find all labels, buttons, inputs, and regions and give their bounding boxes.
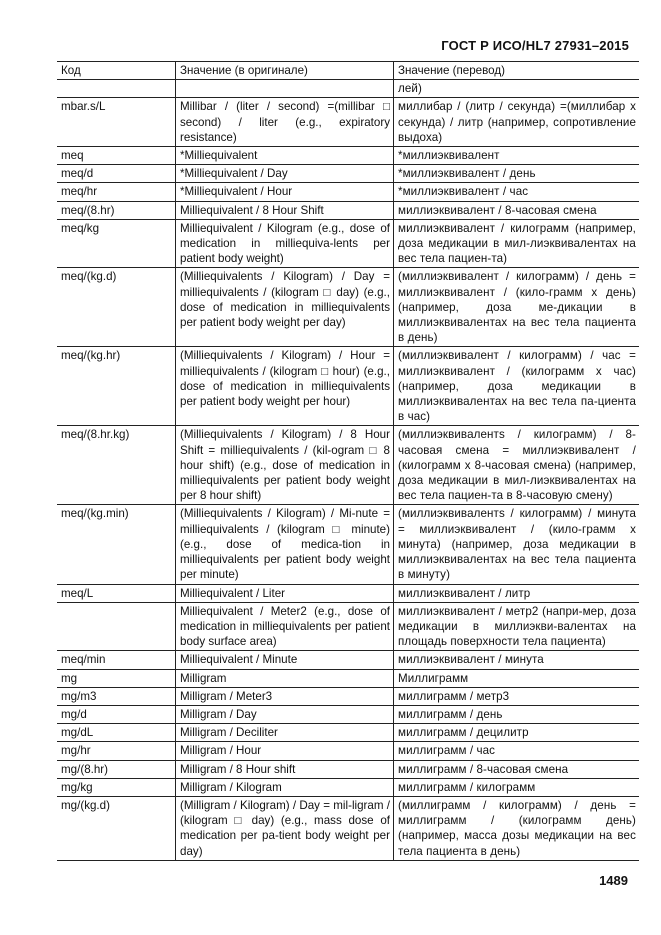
table-row [57, 183, 639, 201]
table-row [57, 669, 639, 687]
cell-translation: *миллиэквивалент / час [394, 183, 640, 201]
cell-translation: *миллиэквивалент [394, 147, 640, 165]
cell-code: meq [57, 147, 176, 165]
cell-code: mg/(8.hr) [57, 760, 176, 778]
table-row [57, 505, 639, 584]
cell-code: mg/kg [57, 778, 176, 796]
cell-original: *Milliequivalent / Day [176, 165, 394, 183]
cell-original [176, 80, 394, 98]
cell-original: *Milliequivalent / Hour [176, 183, 394, 201]
table-row [57, 201, 639, 219]
cell-translation: миллиграмм / час [394, 742, 640, 760]
cell-original: Millibar / (liter / second) =(millibar □ second) / liter (e.g., expiratory resistance) [176, 98, 394, 147]
cell-original: *Milliequivalent [176, 147, 394, 165]
cell-code: mbar.s/L [57, 98, 176, 147]
cell-original: Milliequivalent / Minute [176, 651, 394, 669]
cell-code: meq/(kg.d) [57, 268, 176, 347]
cell-translation: (миллиэквивалент / килограмм) / час = миллиэквивалент / (килограмм х час) (например, доза медикации в миллиэквивалентах на вес тела па-циента в час) [394, 347, 640, 426]
cell-translation: миллиэквивалент / литр [394, 584, 640, 602]
column-header-original: Значение (в оригинале) [176, 62, 394, 80]
cell-translation: Миллиграмм [394, 669, 640, 687]
cell-translation: миллиэквивалент / килограмм (например, доза медикации в мил-лиэквивалентах на вес тела пациен-та) [394, 219, 640, 268]
cell-code: mg/d [57, 705, 176, 723]
table-row [57, 98, 639, 147]
cell-code: mg/m3 [57, 687, 176, 705]
table-row [57, 742, 639, 760]
cell-translation: миллиэквивалент / минута [394, 651, 640, 669]
table-row [57, 724, 639, 742]
cell-code: meq/(8.hr.kg) [57, 426, 176, 505]
cell-translation: *миллиэквивалент / день [394, 165, 640, 183]
cell-original: Milligram / Kilogram [176, 778, 394, 796]
cell-original: Milligram / Hour [176, 742, 394, 760]
cell-code [57, 602, 176, 651]
cell-translation: (миллиграмм / килограмм) / день = миллиграмм / (килограмм день) (например, масса дозы медикации на вес тела пациента в день) [394, 796, 640, 860]
table-row [57, 687, 639, 705]
table-row [57, 147, 639, 165]
table-row [57, 796, 639, 860]
table-row [57, 778, 639, 796]
cell-original: Milliequivalent / Kilogram (e.g., dose of medication in milliequiva-lents per patient body weight) [176, 219, 394, 268]
table-header-row [57, 62, 639, 80]
table-row [57, 165, 639, 183]
table-row [57, 651, 639, 669]
cell-code [57, 80, 176, 98]
table-row [57, 268, 639, 347]
cell-original: Milligram / Deciliter [176, 724, 394, 742]
cell-original: Milligram / Meter3 [176, 687, 394, 705]
cell-original: Milliequivalent / Liter [176, 584, 394, 602]
cell-code: meq/(kg.min) [57, 505, 176, 584]
cell-code: mg/hr [57, 742, 176, 760]
document-id: ГОСТ Р ИСО/HL7 27931–2015 [441, 38, 629, 53]
cell-original: Milliequivalent / Meter2 (e.g., dose of medication in milliequivalents per patient body surface area) [176, 602, 394, 651]
cell-code: meq/(8.hr) [57, 201, 176, 219]
cell-original: (Milligram / Kilogram) / Day = mil-ligram / (kilogram □ day) (e.g., mass dose of medication per pa-tient body weight per day) [176, 796, 394, 860]
cell-code: meq/min [57, 651, 176, 669]
cell-translation: (миллиэквивалентs / килограмм) / минута = миллиэквивалент / (кило-грамм х минута) (например, доза медикации в миллиэквивалентах на вес тела пациента в минуту) [394, 505, 640, 584]
cell-original: (Milliequivalents / Kilogram) / Day = milliequivalents / (kilogram □ day) (e.g., dose of medication in milliequivalents per patient body weight per day) [176, 268, 394, 347]
cell-translation: миллиграмм / децилитр [394, 724, 640, 742]
column-header-code: Код [57, 62, 176, 80]
cell-code: mg/dL [57, 724, 176, 742]
table-row [57, 602, 639, 651]
table-row [57, 760, 639, 778]
continuation-row [57, 80, 639, 98]
cell-original: Milligram / Day [176, 705, 394, 723]
table-row [57, 426, 639, 505]
page-number: 1489 [599, 873, 628, 888]
cell-translation: лей) [394, 80, 640, 98]
cell-translation: миллиграмм / день [394, 705, 640, 723]
cell-code: mg [57, 669, 176, 687]
table-row [57, 584, 639, 602]
cell-code: meq/d [57, 165, 176, 183]
cell-translation: (миллиэквивалент / килограмм) / день = миллиэквивалент / (кило-грамм х день) (например, доза ме-дикации в миллиэквивалентах на вес тела пациента в день) [394, 268, 640, 347]
cell-original: (Milliequivalents / Kilogram) / Hour = milliequivalents / (kilogram □ hour) (e.g., dose of medication in milliequivalents per patient body weight per hour) [176, 347, 394, 426]
cell-translation: (миллиэквивалентs / килограмм) / 8-часовая смена = миллиэквивалент / (килограмм х 8-часовая смена) (например, доза медикации в мил-лиэквивалентах на вес тела пациен-та в 8-часовую смену) [394, 426, 640, 505]
cell-original: (Milliequivalents / Kilogram) / Mi-nute = milliequivalents / (kilogram □ minute) (e.g., dose of medica-tion in milliequivalents per patient body weight per minute) [176, 505, 394, 584]
cell-translation: миллиэквивалент / 8-часовая смена [394, 201, 640, 219]
table-row [57, 219, 639, 268]
units-table [57, 61, 639, 861]
cell-original: Milligram / 8 Hour shift [176, 760, 394, 778]
cell-code: meq/hr [57, 183, 176, 201]
cell-original: Milliequivalent / 8 Hour Shift [176, 201, 394, 219]
cell-original: (Milliequivalents / Kilogram) / 8 Hour Shift = milliequivalents / (kil-ogram □ 8 hour shift) (e.g., dose of medication in milliequivalents per patient body weight per 8 hour shift) [176, 426, 394, 505]
table-row [57, 705, 639, 723]
cell-code: meq/L [57, 584, 176, 602]
cell-translation: миллиэквивалент / метр2 (напри-мер, доза медикации в миллиэкви-валентах на площадь поверхности тела пациента) [394, 602, 640, 651]
column-header-translation: Значение (перевод) [394, 62, 640, 80]
cell-code: meq/(kg.hr) [57, 347, 176, 426]
cell-translation: миллиграмм / метр3 [394, 687, 640, 705]
cell-translation: миллибар / (литр / секунда) =(миллибар х секунда) / литр (например, сопротивление выдоха) [394, 98, 640, 147]
table-row [57, 347, 639, 426]
cell-code: mg/(kg.d) [57, 796, 176, 860]
cell-translation: миллиграмм / килограмм [394, 778, 640, 796]
cell-code: meq/kg [57, 219, 176, 268]
cell-original: Milligram [176, 669, 394, 687]
cell-translation: миллиграмм / 8-часовая смена [394, 760, 640, 778]
